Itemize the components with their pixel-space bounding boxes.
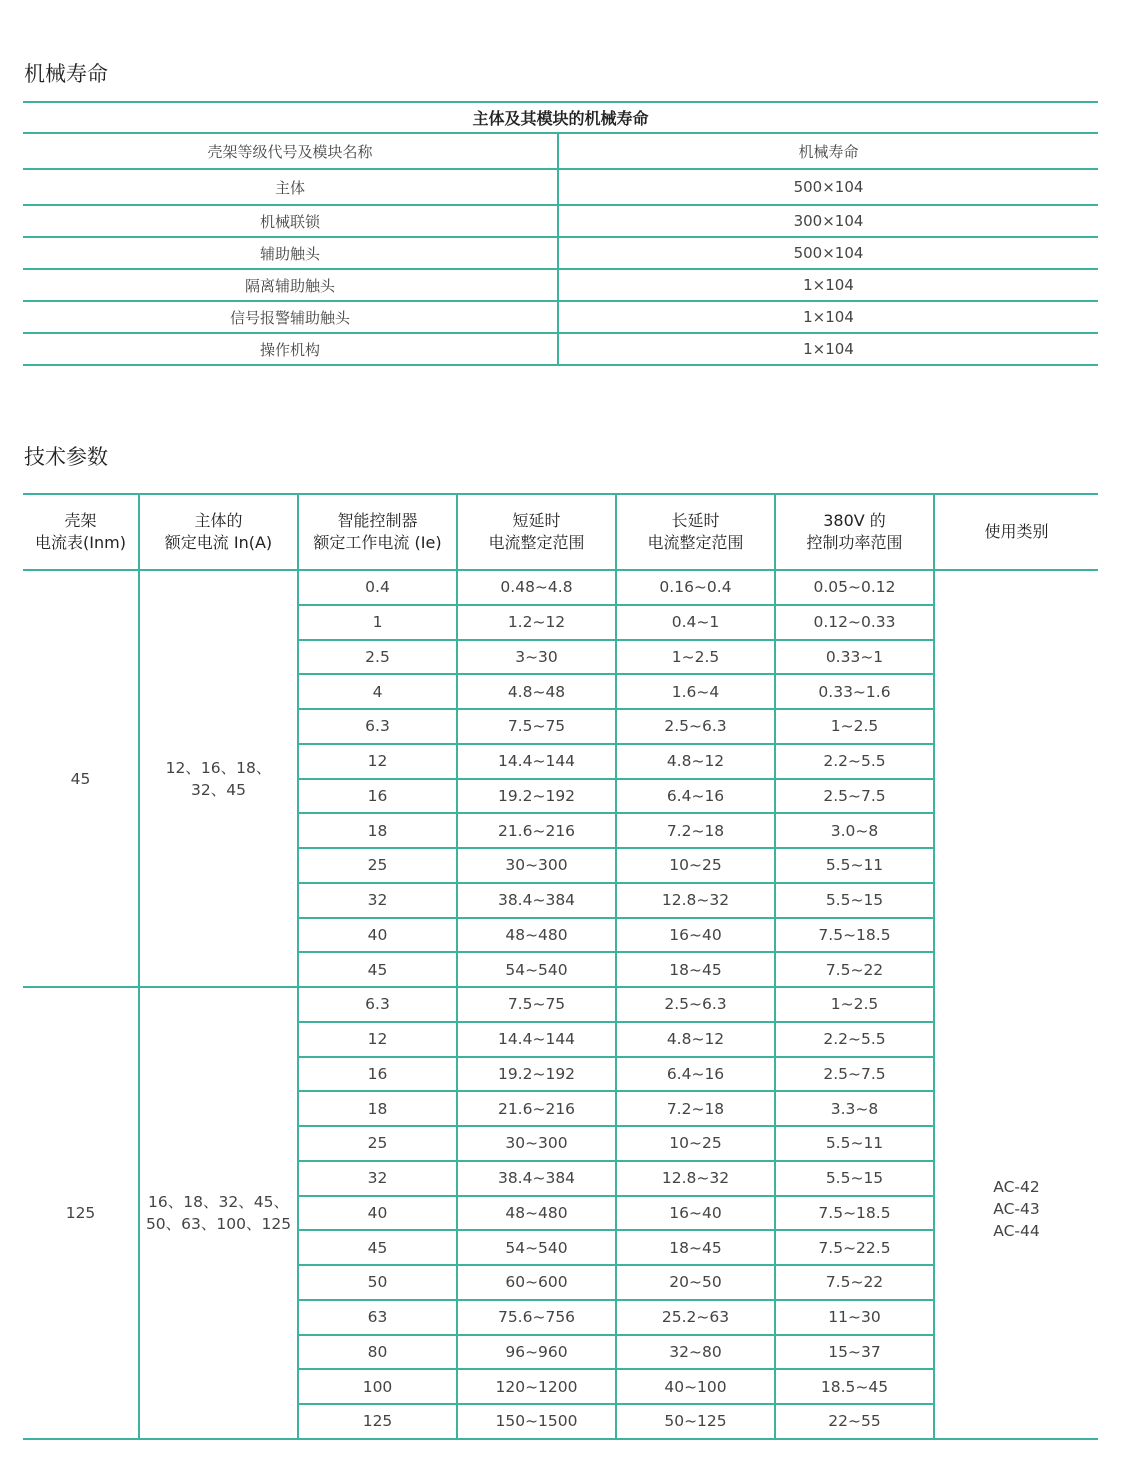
header-line: 主体的 xyxy=(194,511,243,530)
module-name-cell: 信号报警辅助触头 xyxy=(23,301,558,333)
control-power-cell: 2.2~5.5 xyxy=(775,1022,934,1057)
controller-current-cell: 0.4 xyxy=(298,570,457,605)
long-delay-range-cell: 1.6~4 xyxy=(616,674,775,709)
control-power-cell: 7.5~22 xyxy=(775,952,934,987)
usage-category-line: AC-42 xyxy=(993,1178,1040,1197)
control-power-cell: 11~30 xyxy=(775,1300,934,1335)
long-delay-range-cell: 2.5~6.3 xyxy=(616,709,775,744)
mechanical-life-cell: 500×104 xyxy=(558,169,1098,205)
table-header-row xyxy=(23,494,1098,570)
short-delay-range-cell: 48~480 xyxy=(457,1196,616,1231)
control-power-cell: 0.33~1.6 xyxy=(775,674,934,709)
controller-current-cell: 80 xyxy=(298,1335,457,1370)
long-delay-range-cell: 18~45 xyxy=(616,1230,775,1265)
rated-current-line: 50、63、100、125 xyxy=(145,1214,292,1233)
short-delay-range-cell: 150~1500 xyxy=(457,1404,616,1439)
short-delay-range-cell: 96~960 xyxy=(457,1335,616,1370)
short-delay-range-cell: 54~540 xyxy=(457,952,616,987)
mechanical-life-cell: 1×104 xyxy=(558,269,1098,301)
column-header-2 xyxy=(298,494,457,570)
controller-current-cell: 25 xyxy=(298,848,457,883)
control-power-cell: 2.5~7.5 xyxy=(775,1057,934,1092)
long-delay-range-cell: 6.4~16 xyxy=(616,779,775,814)
section-title-mechanical-life: 机械寿命 xyxy=(24,62,108,86)
short-delay-range-cell: 4.8~48 xyxy=(457,674,616,709)
controller-current-cell: 125 xyxy=(298,1404,457,1439)
mechanical-life-cell: 300×104 xyxy=(558,205,1098,237)
controller-current-cell: 32 xyxy=(298,1161,457,1196)
long-delay-range-cell: 4.8~12 xyxy=(616,1022,775,1057)
control-power-cell: 1~2.5 xyxy=(775,709,934,744)
controller-current-cell: 16 xyxy=(298,779,457,814)
control-power-cell: 18.5~45 xyxy=(775,1369,934,1404)
controller-current-cell: 18 xyxy=(298,1091,457,1126)
controller-current-cell: 6.3 xyxy=(298,987,457,1022)
rated-current-line: 32、45 xyxy=(191,780,246,799)
long-delay-range-cell: 18~45 xyxy=(616,952,775,987)
controller-current-cell: 32 xyxy=(298,883,457,918)
control-power-cell: 1~2.5 xyxy=(775,987,934,1022)
column-header-mechanical-life: 机械寿命 xyxy=(558,133,1098,169)
short-delay-range-cell: 21.6~216 xyxy=(457,1091,616,1126)
rated-current-cell xyxy=(139,570,298,987)
module-name-cell: 辅助触头 xyxy=(23,237,558,269)
short-delay-range-cell: 120~1200 xyxy=(457,1369,616,1404)
column-header-6 xyxy=(934,494,1098,570)
header-line: 380V 的 xyxy=(823,511,886,530)
short-delay-range-cell: 1.2~12 xyxy=(457,605,616,640)
control-power-cell: 7.5~22.5 xyxy=(775,1230,934,1265)
controller-current-cell: 4 xyxy=(298,674,457,709)
long-delay-range-cell: 10~25 xyxy=(616,1126,775,1161)
long-delay-range-cell: 25.2~63 xyxy=(616,1300,775,1335)
long-delay-range-cell: 2.5~6.3 xyxy=(616,987,775,1022)
short-delay-range-cell: 60~600 xyxy=(457,1265,616,1300)
control-power-cell: 5.5~11 xyxy=(775,848,934,883)
table-row xyxy=(23,237,1098,269)
table-row xyxy=(23,570,1098,605)
short-delay-range-cell: 0.48~4.8 xyxy=(457,570,616,605)
mechanical-life-cell: 1×104 xyxy=(558,333,1098,365)
long-delay-range-cell: 50~125 xyxy=(616,1404,775,1439)
short-delay-range-cell: 19.2~192 xyxy=(457,1057,616,1092)
controller-current-cell: 1 xyxy=(298,605,457,640)
control-power-cell: 7.5~22 xyxy=(775,1265,934,1300)
header-line: 电流表(Inm) xyxy=(35,533,126,552)
short-delay-range-cell: 30~300 xyxy=(457,1126,616,1161)
header-line: 电流整定范围 xyxy=(488,533,585,552)
control-power-cell: 0.33~1 xyxy=(775,640,934,675)
short-delay-range-cell: 3~30 xyxy=(457,640,616,675)
controller-current-cell: 45 xyxy=(298,1230,457,1265)
long-delay-range-cell: 16~40 xyxy=(616,1196,775,1231)
controller-current-cell: 16 xyxy=(298,1057,457,1092)
usage-category-line: AC-43 xyxy=(993,1200,1040,1219)
long-delay-range-cell: 16~40 xyxy=(616,918,775,953)
control-power-cell: 3.0~8 xyxy=(775,813,934,848)
control-power-cell: 0.12~0.33 xyxy=(775,605,934,640)
column-header-5 xyxy=(775,494,934,570)
short-delay-range-cell: 54~540 xyxy=(457,1230,616,1265)
header-line: 智能控制器 xyxy=(337,511,418,530)
long-delay-range-cell: 4.8~12 xyxy=(616,744,775,779)
section-title-technical-parameters: 技术参数 xyxy=(24,445,108,469)
controller-current-cell: 40 xyxy=(298,1196,457,1231)
usage-category-cell xyxy=(934,570,1098,1439)
short-delay-range-cell: 19.2~192 xyxy=(457,779,616,814)
header-line: 控制功率范围 xyxy=(806,533,903,552)
long-delay-range-cell: 12.8~32 xyxy=(616,883,775,918)
header-line: 壳架 xyxy=(64,511,97,530)
table-row xyxy=(23,269,1098,301)
header-line: 短延时 xyxy=(512,511,561,530)
header-line: 长延时 xyxy=(671,511,720,530)
rated-current-line: 12、16、18、 xyxy=(165,758,272,777)
short-delay-range-cell: 14.4~144 xyxy=(457,744,616,779)
controller-current-cell: 40 xyxy=(298,918,457,953)
column-header-0 xyxy=(23,494,139,570)
mechanical-life-cell: 1×104 xyxy=(558,301,1098,333)
long-delay-range-cell: 6.4~16 xyxy=(616,1057,775,1092)
controller-current-cell: 63 xyxy=(298,1300,457,1335)
controller-current-cell: 45 xyxy=(298,952,457,987)
table-row xyxy=(23,333,1098,365)
long-delay-range-cell: 7.2~18 xyxy=(616,813,775,848)
rated-current-cell xyxy=(139,987,298,1439)
controller-current-cell: 50 xyxy=(298,1265,457,1300)
control-power-cell: 7.5~18.5 xyxy=(775,918,934,953)
frame-current-cell: 125 xyxy=(23,987,139,1439)
control-power-cell: 5.5~15 xyxy=(775,883,934,918)
controller-current-cell: 12 xyxy=(298,1022,457,1057)
long-delay-range-cell: 40~100 xyxy=(616,1369,775,1404)
module-name-cell: 操作机构 xyxy=(23,333,558,365)
control-power-cell: 2.2~5.5 xyxy=(775,744,934,779)
short-delay-range-cell: 21.6~216 xyxy=(457,813,616,848)
mechanical-life-cell: 500×104 xyxy=(558,237,1098,269)
header-line: 电流整定范围 xyxy=(647,533,744,552)
long-delay-range-cell: 10~25 xyxy=(616,848,775,883)
short-delay-range-cell: 7.5~75 xyxy=(457,987,616,1022)
column-header-4 xyxy=(616,494,775,570)
frame-current-cell: 45 xyxy=(23,570,139,987)
controller-current-cell: 12 xyxy=(298,744,457,779)
long-delay-range-cell: 0.16~0.4 xyxy=(616,570,775,605)
header-line: 使用类别 xyxy=(984,522,1049,541)
long-delay-range-cell: 7.2~18 xyxy=(616,1091,775,1126)
short-delay-range-cell: 38.4~384 xyxy=(457,1161,616,1196)
long-delay-range-cell: 12.8~32 xyxy=(616,1161,775,1196)
short-delay-range-cell: 7.5~75 xyxy=(457,709,616,744)
module-name-cell: 机械联锁 xyxy=(23,205,558,237)
module-name-cell: 隔离辅助触头 xyxy=(23,269,558,301)
table-caption: 主体及其模块的机械寿命 xyxy=(23,102,1098,133)
short-delay-range-cell: 14.4~144 xyxy=(457,1022,616,1057)
column-header-3 xyxy=(457,494,616,570)
short-delay-range-cell: 48~480 xyxy=(457,918,616,953)
control-power-cell: 7.5~18.5 xyxy=(775,1196,934,1231)
short-delay-range-cell: 38.4~384 xyxy=(457,883,616,918)
long-delay-range-cell: 32~80 xyxy=(616,1335,775,1370)
header-line: 额定工作电流 (Ie) xyxy=(313,533,442,552)
controller-current-cell: 2.5 xyxy=(298,640,457,675)
table-row xyxy=(23,169,1098,205)
control-power-cell: 15~37 xyxy=(775,1335,934,1370)
usage-category-line: AC-44 xyxy=(993,1222,1040,1241)
control-power-cell: 22~55 xyxy=(775,1404,934,1439)
technical-parameters-table xyxy=(23,493,1098,1440)
rated-current-line: 16、18、32、45、 xyxy=(148,1192,289,1211)
control-power-cell: 3.3~8 xyxy=(775,1091,934,1126)
controller-current-cell: 6.3 xyxy=(298,709,457,744)
header-line: 额定电流 In(A) xyxy=(164,533,273,552)
short-delay-range-cell: 30~300 xyxy=(457,848,616,883)
control-power-cell: 5.5~11 xyxy=(775,1126,934,1161)
long-delay-range-cell: 0.4~1 xyxy=(616,605,775,640)
controller-current-cell: 100 xyxy=(298,1369,457,1404)
long-delay-range-cell: 1~2.5 xyxy=(616,640,775,675)
table-row xyxy=(23,301,1098,333)
control-power-cell: 2.5~7.5 xyxy=(775,779,934,814)
mechanical-life-table xyxy=(23,101,1098,366)
long-delay-range-cell: 20~50 xyxy=(616,1265,775,1300)
module-name-cell: 主体 xyxy=(23,169,558,205)
column-header-module-name: 壳架等级代号及模块名称 xyxy=(23,133,558,169)
controller-current-cell: 25 xyxy=(298,1126,457,1161)
table-row xyxy=(23,205,1098,237)
control-power-cell: 5.5~15 xyxy=(775,1161,934,1196)
short-delay-range-cell: 75.6~756 xyxy=(457,1300,616,1335)
column-header-1 xyxy=(139,494,298,570)
control-power-cell: 0.05~0.12 xyxy=(775,570,934,605)
controller-current-cell: 18 xyxy=(298,813,457,848)
